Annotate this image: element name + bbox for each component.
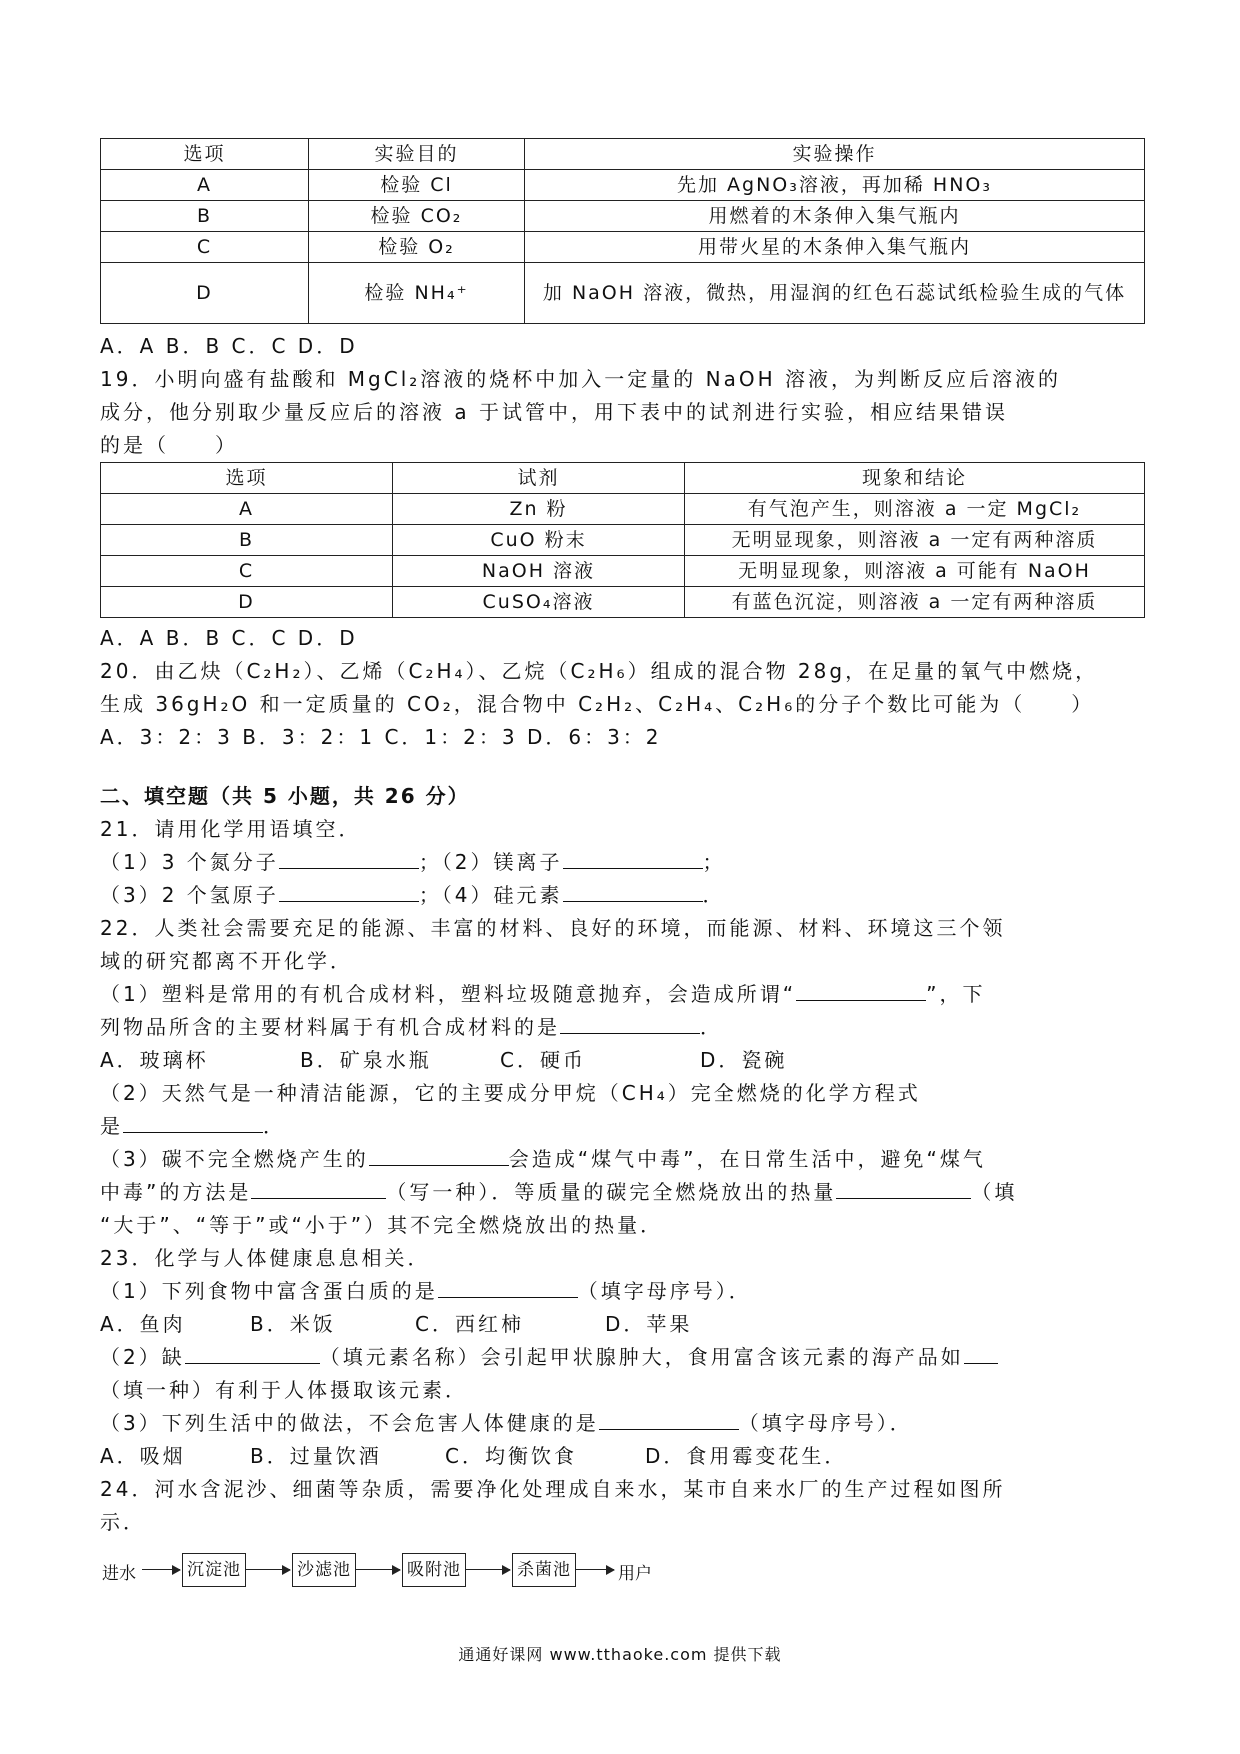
q23-part2-line	[100, 1341, 1144, 1374]
punctuation: ．	[702, 883, 726, 907]
table-row	[101, 201, 1145, 232]
table-header-cell: 现象和结论	[685, 463, 1145, 494]
flow-step-box: 沉淀池	[182, 1553, 246, 1587]
option: D．食用霉变花生．	[645, 1444, 848, 1468]
q23-stem: 23．化学与人体健康息息相关．	[100, 1246, 431, 1270]
q20-options: A．3：2：3 B．3：2：1 C．1：2：3 D．6：3：2	[100, 725, 662, 749]
table-row	[101, 494, 1145, 525]
table-header-cell: 实验目的	[309, 139, 525, 170]
table-header-cell: 实验操作	[525, 139, 1145, 170]
q24-stem-line: 24．河水含泥沙、细菌等杂质，需要净化处理成自来水，某市自来水厂的生产过程如图所	[100, 1477, 1006, 1501]
q22-part3-line	[100, 1176, 1144, 1209]
arrow-right-icon	[576, 1569, 614, 1570]
q22-part3-text: （填	[971, 1180, 1018, 1204]
table-cell: 检验 Cl	[309, 170, 525, 201]
answer-blank[interactable]	[560, 1011, 700, 1034]
punctuation: ；	[702, 850, 726, 874]
table-row	[101, 556, 1145, 587]
q23-part1-line	[100, 1275, 1144, 1308]
table-cell: C	[101, 556, 393, 587]
table-cell: A	[101, 494, 393, 525]
option: B．米饭	[250, 1312, 336, 1336]
q21-part4-label: ；（4）硅元素	[418, 883, 563, 907]
table-cell: 检验 O₂	[309, 232, 525, 263]
q22-part1-text: ”，下	[926, 982, 986, 1006]
q19-stem-line: 19．小明向盛有盐酸和 MgCl₂溶液的烧杯中加入一定量的 NaOH 溶液，为判断反应后溶液的	[100, 367, 1062, 391]
q21-part3-label: （3）2 个氢原子	[100, 883, 279, 907]
table-cell: 无明显现象，则溶液 a 可能有 NaOH	[685, 556, 1145, 587]
arrow-right-icon	[466, 1569, 510, 1570]
answer-blank[interactable]	[563, 846, 703, 869]
q22-part1-line	[100, 978, 1144, 1011]
q21-line2	[100, 879, 1144, 912]
q22-part3-text: （写一种）．等质量的碳完全燃烧放出的热量	[386, 1180, 837, 1204]
q23-part3-line	[100, 1407, 1144, 1440]
q23-part3-text: （3）下列生活中的做法，不会危害人体健康的是	[100, 1411, 599, 1435]
document-page	[100, 138, 1144, 1615]
option: D．瓷碗	[700, 1048, 788, 1072]
water-treatment-flow-diagram	[100, 1545, 1144, 1615]
q23-part1-options	[100, 1308, 1144, 1341]
q23-part2-text: （填元素名称）会引起甲状腺肿大，食用富含该元素的海产品如	[319, 1345, 964, 1369]
answer-blank[interactable]	[123, 1110, 263, 1133]
answer-blank[interactable]	[185, 1341, 320, 1364]
q23-part1-text: （1）下列食物中富含蛋白质的是	[100, 1279, 438, 1303]
option: A．吸烟	[100, 1444, 186, 1468]
q18-options: A．A B．B C．C D．D	[100, 334, 358, 358]
answer-blank[interactable]	[964, 1341, 998, 1364]
table-cell: 无明显现象，则溶液 a 一定有两种溶质	[685, 525, 1145, 556]
q22-part1-text: （1）塑料是常用的有机合成材料，塑料垃圾随意抛弃，会造成所谓“	[100, 982, 797, 1006]
option: B．矿泉水瓶	[300, 1048, 432, 1072]
table-cell: 有蓝色沉淀，则溶液 a 一定有两种溶质	[685, 587, 1145, 618]
q21-part1-label: （1）3 个氮分子	[100, 850, 279, 874]
table-cell: B	[101, 201, 309, 232]
q23-part1-text: （填字母序号）．	[577, 1279, 752, 1303]
option: A．鱼肉	[100, 1312, 186, 1336]
table-header-cell: 试剂	[393, 463, 685, 494]
answer-blank[interactable]	[796, 978, 926, 1001]
table-cell: CuSO₄溶液	[393, 587, 685, 618]
q22-part2-line	[100, 1110, 1144, 1143]
punctuation: ．	[263, 1114, 286, 1138]
flow-end-label: 用户	[618, 1564, 652, 1584]
arrow-right-icon	[246, 1569, 290, 1570]
table-row	[101, 232, 1145, 263]
table-row	[101, 525, 1145, 556]
q22-stem-line: 22．人类社会需要充足的能源、丰富的材料、良好的环境，而能源、材料、环境这三个领	[100, 916, 1006, 940]
table-header-cell: 选项	[101, 463, 393, 494]
q23-part3-text: （填字母序号）．	[738, 1411, 913, 1435]
table-cell: 用燃着的木条伸入集气瓶内	[525, 201, 1145, 232]
experiment-table-q18	[100, 138, 1145, 324]
q22-part3-text: （3）碳不完全燃烧产生的	[100, 1147, 369, 1171]
table-cell: D	[101, 263, 309, 324]
q24-stem-line: 示．	[100, 1510, 146, 1534]
q22-part1-line	[100, 1011, 1144, 1044]
q22-part2-line: （2）天然气是一种清洁能源，它的主要成分甲烷（CH₄）完全燃烧的化学方程式	[100, 1081, 921, 1105]
answer-blank[interactable]	[369, 1143, 509, 1166]
q23-part3-options	[100, 1440, 1144, 1473]
option: B．过量饮酒	[250, 1444, 382, 1468]
table-cell: 检验 CO₂	[309, 201, 525, 232]
q22-part2-text: 是	[100, 1114, 123, 1138]
answer-blank[interactable]	[563, 879, 703, 902]
table-cell: 检验 NH₄⁺	[309, 263, 525, 324]
q23-part2-text: （2）缺	[100, 1345, 185, 1369]
q21-line1	[100, 846, 1144, 879]
table-row	[101, 170, 1145, 201]
q19-stem-line: 的是（ ）	[100, 433, 238, 457]
table-cell: A	[101, 170, 309, 201]
answer-blank[interactable]	[251, 1176, 386, 1199]
option: C．硬币	[500, 1048, 586, 1072]
flow-step-box: 杀菌池	[512, 1553, 576, 1587]
table-cell: Zn 粉	[393, 494, 685, 525]
flow-step-box: 沙滤池	[292, 1553, 356, 1587]
q19-options: A．A B．B C．C D．D	[100, 626, 358, 650]
option: C．西红柿	[415, 1312, 524, 1336]
q22-part3-line	[100, 1143, 1144, 1176]
option: A．玻璃杯	[100, 1048, 209, 1072]
answer-blank[interactable]	[279, 846, 419, 869]
option: D．苹果	[605, 1312, 693, 1336]
q21-part2-label: ；（2）镁离子	[418, 850, 563, 874]
table-cell: CuO 粉末	[393, 525, 685, 556]
q22-part3-text: 会造成“煤气中毒”，在日常生活中，避免“煤气	[508, 1147, 986, 1171]
section-title: 二、填空题（共 5 小题，共 26 分）	[100, 784, 470, 808]
table-cell: 加 NaOH 溶液，微热，用湿润的红色石蕊试纸检验生成的气体	[525, 263, 1145, 324]
q21-stem: 21．请用化学用语填空．	[100, 817, 362, 841]
table-row	[101, 587, 1145, 618]
table-header-cell: 选项	[101, 139, 309, 170]
answer-blank[interactable]	[438, 1275, 578, 1298]
q22-part1-text: 列物品所含的主要材料属于有机合成材料的是	[100, 1015, 560, 1039]
option: C．均衡饮食	[445, 1444, 577, 1468]
q22-options	[100, 1044, 1144, 1077]
arrow-right-icon	[142, 1569, 180, 1570]
q23-part2-line: （填一种）有利于人体摄取该元素．	[100, 1378, 468, 1402]
table-cell: B	[101, 525, 393, 556]
answer-blank[interactable]	[836, 1176, 971, 1199]
flow-start-label: 进水	[102, 1564, 136, 1584]
arrow-right-icon	[356, 1569, 400, 1570]
q20-stem-line: 20．由乙炔（C₂H₂）、乙烯（C₂H₄）、乙烷（C₂H₆）组成的混合物 28g，在足量的氧气中燃烧，	[100, 659, 1099, 683]
table-header-row	[101, 139, 1145, 170]
q22-stem-line: 域的研究都离不开化学．	[100, 949, 353, 973]
punctuation: ．	[700, 1015, 723, 1039]
table-cell: C	[101, 232, 309, 263]
table-cell: D	[101, 587, 393, 618]
q22-part3-line: “大于”、“等于”或“小于”）其不完全燃烧放出的热量．	[100, 1213, 664, 1237]
q22-part3-text: 中毒”的方法是	[100, 1180, 252, 1204]
table-cell: NaOH 溶液	[393, 556, 685, 587]
table-cell: 先加 AgNO₃溶液，再加稀 HNO₃	[525, 170, 1145, 201]
q19-stem-line: 成分，他分别取少量反应后的溶液 a 于试管中，用下表中的试剂进行实验，相应结果错误	[100, 400, 1008, 424]
reagent-table-q19	[100, 462, 1145, 618]
table-row	[101, 263, 1145, 324]
answer-blank[interactable]	[279, 879, 419, 902]
table-header-row	[101, 463, 1145, 494]
table-cell: 用带火星的木条伸入集气瓶内	[525, 232, 1145, 263]
table-cell: 有气泡产生，则溶液 a 一定 MgCl₂	[685, 494, 1145, 525]
page-footer: 通通好课网 www.tthaoke.com 提供下载	[458, 1645, 782, 1664]
flow-step-box: 吸附池	[402, 1553, 466, 1587]
answer-blank[interactable]	[599, 1407, 739, 1430]
q20-stem-line: 生成 36gH₂O 和一定质量的 CO₂，混合物中 C₂H₂、C₂H₄、C₂H₆的分子个数比可能为（ ）	[100, 692, 1095, 716]
